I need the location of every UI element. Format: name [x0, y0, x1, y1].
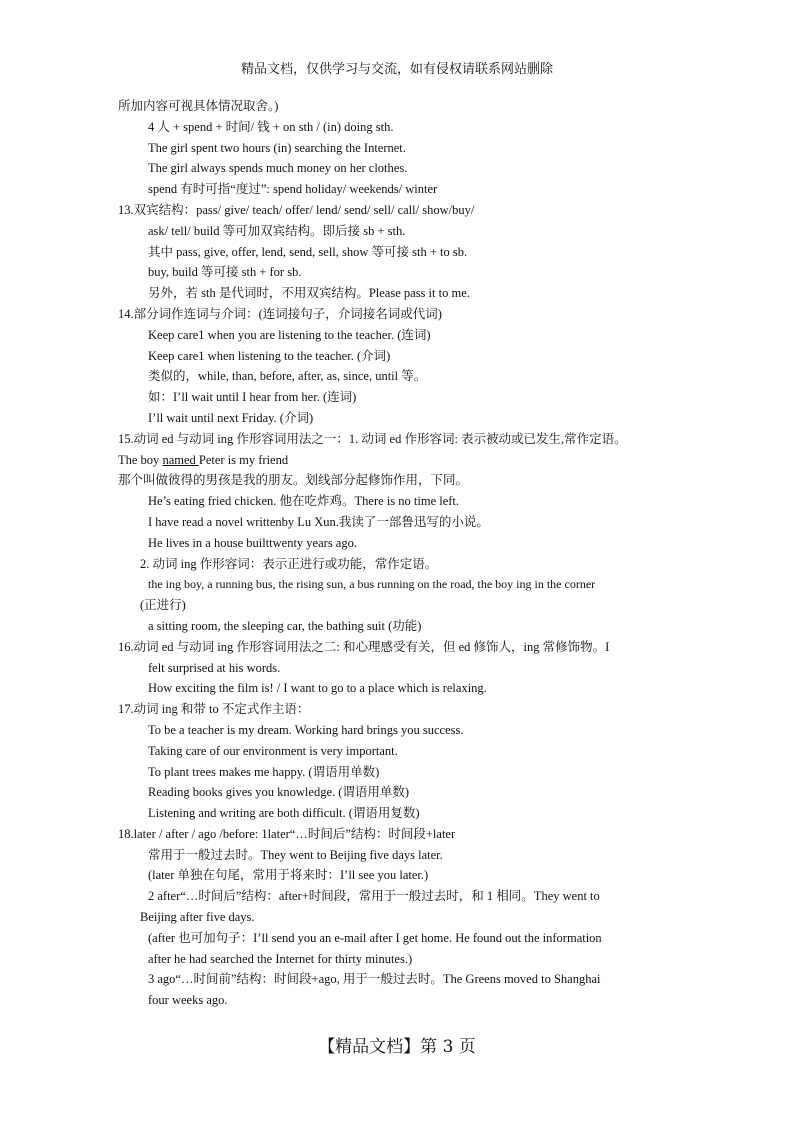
text-line: 3 ago“…时间前”结构：时间段+ago, 用于一般过去时。The Greens moved to Shanghai: [148, 972, 601, 987]
text-line: How exciting the film is! / I want to go to a place which is relaxing.: [148, 681, 487, 696]
text-line: The girl always spends much money on her clothes.: [148, 161, 408, 176]
text-segment: Peter is my friend: [198, 452, 289, 467]
text-segment: The boy: [118, 452, 163, 467]
text-line: To plant trees makes me happy. (谓语用单数): [148, 764, 380, 779]
text-line: after he had searched the Internet for thirty minutes.): [148, 951, 413, 966]
text-line: (after 也可加句子：I’ll send you an e-mail after I get home. He found out the information: [148, 930, 602, 945]
text-line: Taking care of our environment is very important.: [148, 743, 398, 758]
section-heading: 13.双宾结构：pass/ give/ teach/ offer/ lend/ send/ sell/ call/ show/buy/: [118, 202, 475, 217]
text-line: 类似的，while, than, before, after, as, since, until 等。: [148, 369, 427, 384]
text-line: 如：I’ll wait until I hear from her. (连词): [148, 390, 357, 405]
text-line: 常用于一般过去时。They went to Beijing five days later.: [148, 847, 443, 862]
text-line: felt surprised at his words.: [148, 660, 281, 675]
text-line: Listening and writing are both difficult. (谓语用复数): [148, 806, 420, 821]
text-line: Reading books gives you knowledge. (谓语用单数): [148, 785, 410, 800]
text-line: To be a teacher is my dream. Working hard brings you success.: [148, 722, 464, 737]
text-line: 2. 动词 ing 作形容词：表示正进行或功能，常作定语。: [140, 556, 438, 571]
example-sentence: [118, 450, 680, 471]
text-line: 4 人 + spend + 时间/ 钱 + on sth / (in) doing sth.: [148, 119, 394, 134]
text-line: I have read a novel writtenby Lu Xun.我读了一部鲁迅写的小说。: [148, 514, 489, 529]
document-body: [118, 96, 680, 1011]
text-line: Keep care1 when listening to the teacher. (介词): [148, 348, 391, 363]
section-heading: 15.动词 ed 与动词 ing 作形容词用法之一：1. 动词 ed 作形容词: 表示被动或已发生,常作定语。: [118, 431, 627, 446]
section-heading: 18.later / after / ago /before: 1later“…时间后”结构：时间段+later: [118, 826, 456, 841]
text-line: (正进行): [140, 598, 186, 613]
text-line: four weeks ago.: [148, 993, 228, 1008]
text-line: the ing boy, a running bus, the rising sun, a bus running on the road, the boy ing in the corner: [148, 577, 596, 592]
text-line: He lives in a house builttwenty years ago.: [148, 535, 357, 550]
section-heading: 16.动词 ed 与动词 ing 作形容词用法之二: 和心理感受有关，但 ed 修饰人，ing 常修饰物。I: [118, 639, 610, 654]
text-line: (later 单独在句尾，常用于将来时：I’ll see you later.): [148, 868, 429, 883]
text-line: He’s eating fried chicken. 他在吃炸鸡。There is no time left.: [148, 494, 460, 509]
text-line: 2 after“…时间后”结构：after+时间段，常用于一般过去时，和 1 相同。They went to: [148, 889, 600, 904]
text-line: 那个叫做彼得的男孩是我的朋友。划线部分起修饰作用，下同。: [118, 473, 469, 488]
text-line: 另外，若 sth 是代词时，不用双宾结构。Please pass it to me.: [148, 286, 470, 301]
text-line: buy, build 等可接 sth + for sb.: [148, 265, 302, 280]
text-line: spend 有时可指“度过”: spend holiday/ weekends/ winter: [148, 182, 438, 197]
text-line: 所加内容可视具体情况取舍。): [118, 99, 279, 113]
section-heading: 17.动词 ing 和带 to 不定式作主语：: [118, 702, 310, 717]
page-header: 精品文档，仅供学习与交流，如有侵权请联系网站删除: [240, 62, 553, 77]
text-line: Keep care1 when you are listening to the teacher. (连词): [148, 327, 431, 342]
underlined-word: named: [162, 452, 199, 467]
text-line: a sitting room, the sleeping car, the bathing suit (功能): [148, 618, 422, 633]
section-heading: 14.部分词作连词与介词：(连词接句子，介词接名词或代词): [118, 306, 442, 321]
text-line: ask/ tell/ build 等可加双宾结构。即后接 sb + sth.: [148, 223, 406, 238]
text-line: The girl spent two hours (in) searching the Internet.: [148, 140, 406, 155]
text-line: Beijing after five days.: [140, 910, 255, 925]
text-line: 其中 pass, give, offer, lend, send, sell, show 等可接 sth + to sb.: [148, 244, 468, 259]
text-line: I’ll wait until next Friday. (介词): [148, 410, 314, 425]
page-footer: 【精品文档】第 3 页: [318, 1037, 476, 1057]
